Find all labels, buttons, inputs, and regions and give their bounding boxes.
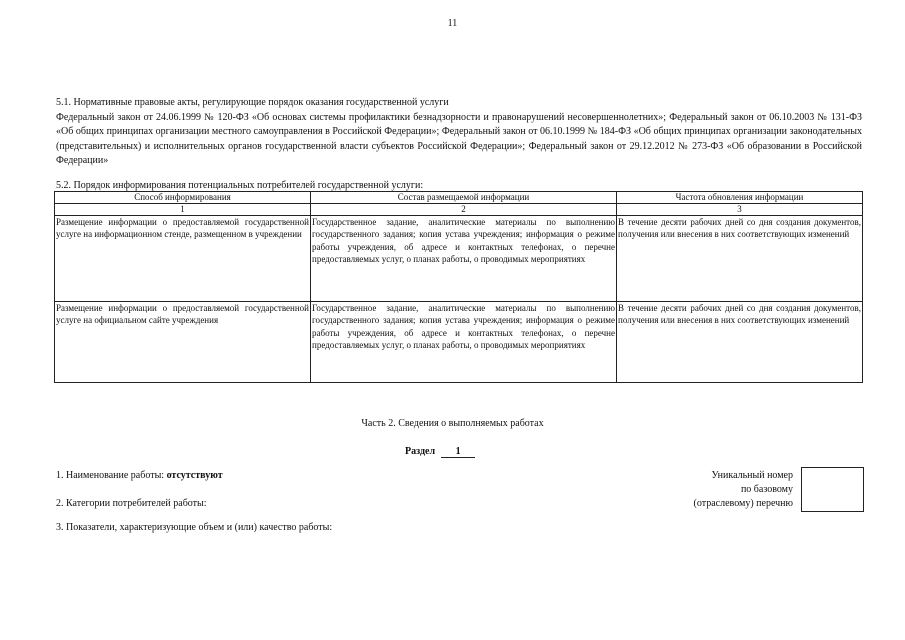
content-cell: Государственное задание, аналитические материалы по выполнению государственного задания; копия устава учреждения; информация о режиме работы учреждения, об адресе и контактных телефонах, о перечне предоставляемых услуг, о планах работы, о проводимых мероприятиях [311,302,617,383]
unique-number-line: Уникальный номер [711,470,793,481]
work-name-value: отсутствуют [166,470,223,481]
part-2-title: Часть 2. Сведения о выполняемых работах [361,418,544,429]
table-row [55,302,863,383]
content-cell: Государственное задание, аналитические материалы по выполнению государственного задания; копия устава учреждения; информация о режиме работы учреждения, об адресе и контактных телефонах, о перечне предоставляемых услуг, о планах работы, о проводимых мероприятиях [311,216,617,302]
section-number: 1 [441,446,475,458]
frequency-cell: В течение десяти рабочих дней со дня создания документов, получения или внесения в них соответствующих изменений [617,302,863,383]
information-table [54,191,863,383]
section-5-1-heading: 5.1. Нормативные правовые акты, регулирующие порядок оказания государственной услуги [56,97,449,108]
column-number: 3 [617,204,863,216]
column-number: 1 [55,204,311,216]
column-header-frequency: Частота обновления информации [617,192,863,204]
column-header-content: Состав размещаемой информации [311,192,617,204]
unique-number-label [660,469,793,511]
work-indicators: 3. Показатели, характеризующие объем и (или) качество работы: [56,522,333,533]
section-5-2-heading: 5.2. Порядок информирования потенциальных потребителей государственной услуги: [56,180,424,191]
unique-number-line: по базовому [740,484,793,495]
frequency-cell: В течение десяти рабочих дней со дня создания документов, получения или внесения в них соответствующих изменений [617,216,863,302]
section-label [405,446,475,458]
work-name [56,470,223,481]
column-header-method: Способ информирования [55,192,311,204]
page-number: 11 [447,18,458,29]
section-label-text: Раздел [405,446,436,457]
consumer-categories: 2. Категории потребителей работы: [56,498,207,509]
method-cell: Размещение информации о предоставляемой государственной услуге на информационном стенде, размещенном в учреждении [55,216,311,302]
unique-number-box [801,467,864,512]
section-5-1-laws: Федеральный закон от 24.06.1999 № 120-ФЗ «Об основах системы профилактики безнадзорности и правонарушений несовершеннолетних»; Федеральный закон от 06.10.2003 № 131-ФЗ «Об общих принципах организации местного самоуправления в Российской Федерации»; Федеральный закон от 06.10.1999 № 184-ФЗ «Об общих принципах организации законодательных (представительных) и исполнительных органов государственной власти субъектов Российской Федерации»; Федеральный закон от 29.12.2012 № 273-ФЗ «Об образовании в Российской Федерации» [56,111,862,166]
column-number: 2 [311,204,617,216]
section-5-1 [56,96,862,169]
table-row [55,216,863,302]
work-name-label: 1. Наименование работы: [56,470,165,481]
method-cell: Размещение информации о предоставляемой государственной услуге на официальном сайте учреждения [55,302,311,383]
unique-number-line: (отраслевому) перечню [693,498,793,509]
